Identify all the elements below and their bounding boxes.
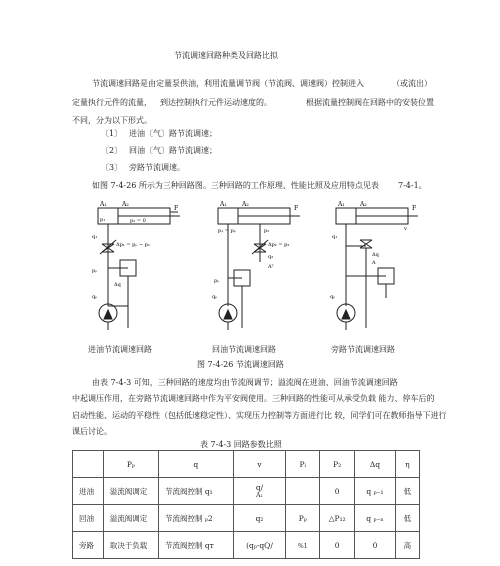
label-AT: Aᵀ	[268, 264, 274, 270]
para1-line2-tail: 根据流量控制阀在回路中的安装位置	[306, 98, 434, 107]
table-cell: 节流阀控制 ₚ2	[158, 505, 233, 532]
list-item-2: 回油〔气〕路节流调速；	[129, 146, 217, 155]
table-cell: 旁路	[73, 532, 104, 559]
header-cell: P₂	[320, 451, 355, 478]
label-A1: A₁	[100, 201, 107, 208]
table-row	[73, 478, 420, 505]
label-p1: p₁	[100, 217, 106, 223]
table-cell: 低	[395, 478, 419, 505]
list-num-2: 〔2〕	[101, 146, 123, 155]
table-cell: q₂	[233, 505, 286, 532]
header-cell: q	[158, 451, 233, 478]
table-cell: △P₁₂	[320, 505, 355, 532]
label-dq: Δq	[114, 282, 121, 288]
table-cell: 进油	[73, 478, 104, 505]
caption-meter-out: 回油节流调速回路	[212, 345, 276, 354]
label-qp: qₚ	[92, 294, 98, 300]
list-num-3: 〔3〕	[101, 163, 123, 172]
caption-meter-in: 进油节流调速回路	[88, 345, 152, 354]
v-fraction-bottom: A₁	[256, 492, 263, 499]
page-title: 节流调速回路种类及回路比拟	[174, 51, 278, 60]
label-v-3: v	[404, 226, 407, 232]
table-cell: 0	[320, 478, 355, 505]
para1-line2: 定量执行元件的流量，	[72, 98, 152, 107]
table-cell: (qₚ-qQ/	[233, 532, 286, 559]
table-cell	[233, 478, 286, 505]
label-dp2: Δp₂ = p₂	[268, 242, 290, 248]
header-cell: v	[233, 451, 286, 478]
label-q1: q₁	[92, 234, 98, 240]
label-F: F	[174, 205, 179, 212]
table-cell: 溢流阀调定	[103, 478, 158, 505]
label-p1eqpp: p₁ = pₚ	[218, 228, 236, 234]
table-header-row	[73, 451, 420, 478]
label-p2eq0: p₂ = 0	[130, 218, 146, 224]
label-A2-2: A₂	[242, 201, 249, 208]
para2-line1: 由表 7-4-3 可知，三种回路的速度均由节流阀调节；溢流阀在进油、回油节流调速回路	[92, 378, 398, 387]
table-cell: 回油	[73, 505, 104, 532]
meter-in-circuit-diagram	[78, 198, 188, 338]
header-cell: η	[395, 451, 419, 478]
header-cell: Pᵢ	[286, 451, 320, 478]
list-item-3: 旁路节流调速。	[129, 163, 185, 172]
label-A1-3: A₁	[338, 201, 345, 208]
label-dp1: Δp₁ = pₚ − p₁	[116, 242, 150, 248]
para1-line3: 不同，分为以下形式。	[72, 116, 152, 125]
label-pp: pₚ	[92, 268, 98, 274]
label-q2: q₂	[268, 254, 274, 260]
label-A1-2: A₁	[220, 201, 227, 208]
label-pp-2: pₚ	[214, 278, 220, 284]
figure-intro-ref: 7-4-1。	[398, 181, 427, 190]
label-p2: p₂	[264, 228, 270, 234]
table-cell: 节流阀控制 q₁	[158, 478, 233, 505]
para2-line2: 中起调压作用，在旁路节流调速回路中作为平安阀使用。三种回路的性能可从承受负载 能力、停车后的	[72, 394, 435, 403]
table-cell: 高	[395, 532, 419, 559]
label-q1-3: q₁	[332, 234, 338, 240]
table-cell: 溢流阀调定	[103, 505, 158, 532]
para2-line3: 启动性能、运动的平稳性（包括低速稳定性）、实现压力控制等方面进行比 较，同学们可在教师指导下进行	[72, 411, 447, 420]
list-item-1: 进油〔气〕路节流调速；	[129, 129, 217, 138]
v-fraction-top: q/	[255, 483, 264, 492]
table-cell: 取决于负载	[103, 532, 158, 559]
label-dq-3: Δq	[372, 252, 379, 258]
label-F-2: F	[294, 205, 299, 212]
table-cell: 低	[395, 505, 419, 532]
table-cell	[286, 478, 320, 505]
label-A-3: A	[372, 260, 376, 266]
meter-out-circuit-diagram	[198, 198, 308, 338]
table-cell: q ₚ₋₁	[355, 478, 396, 505]
table-cell: 0	[355, 532, 396, 559]
pi-subscript: %1	[298, 542, 308, 550]
para1-line2-mid: 到达控制执行元件运动速度的。	[160, 98, 272, 107]
table-cell	[286, 532, 320, 559]
parameter-table	[72, 450, 420, 559]
bypass-circuit-diagram	[316, 198, 426, 338]
table-row	[73, 505, 420, 532]
table-title: 表 7-4-3 回路参数比照	[200, 440, 282, 449]
label-qp-2: qₚ	[212, 294, 218, 300]
table-cell: 0	[320, 532, 355, 559]
para1-line1: 节流调速回路是由定量泵供油，利用流量调节阀（节流阀、调速阀）控制进入	[92, 79, 364, 88]
table-cell: q ₚ₋ₙ	[355, 505, 396, 532]
header-cell: Δq	[355, 451, 396, 478]
header-cell	[73, 451, 104, 478]
label-A2: A₂	[122, 201, 129, 208]
label-F-3: F	[412, 205, 417, 212]
figure-title: 图 7-4-26 节流调速回路	[197, 360, 284, 369]
header-cell: Pₚ	[103, 451, 158, 478]
table-cell: 节流阀控制 qᴛ	[158, 532, 233, 559]
para1-line1-tail: （或流出）	[392, 79, 432, 88]
table-cell: Pₚ	[286, 505, 320, 532]
caption-bypass: 旁路节流调速回路	[331, 345, 395, 354]
list-num-1: 〔1〕	[101, 129, 123, 138]
label-A2-3: A₂	[360, 201, 367, 208]
para2-line4: 课后讨论。	[72, 427, 112, 436]
label-qp-3: qₚ	[330, 294, 336, 300]
figure-intro: 如图 7-4-26 所示为三种回路图。三种回路的工作原理、性能比照及应用特点见表	[92, 181, 379, 190]
table-row	[73, 532, 420, 559]
